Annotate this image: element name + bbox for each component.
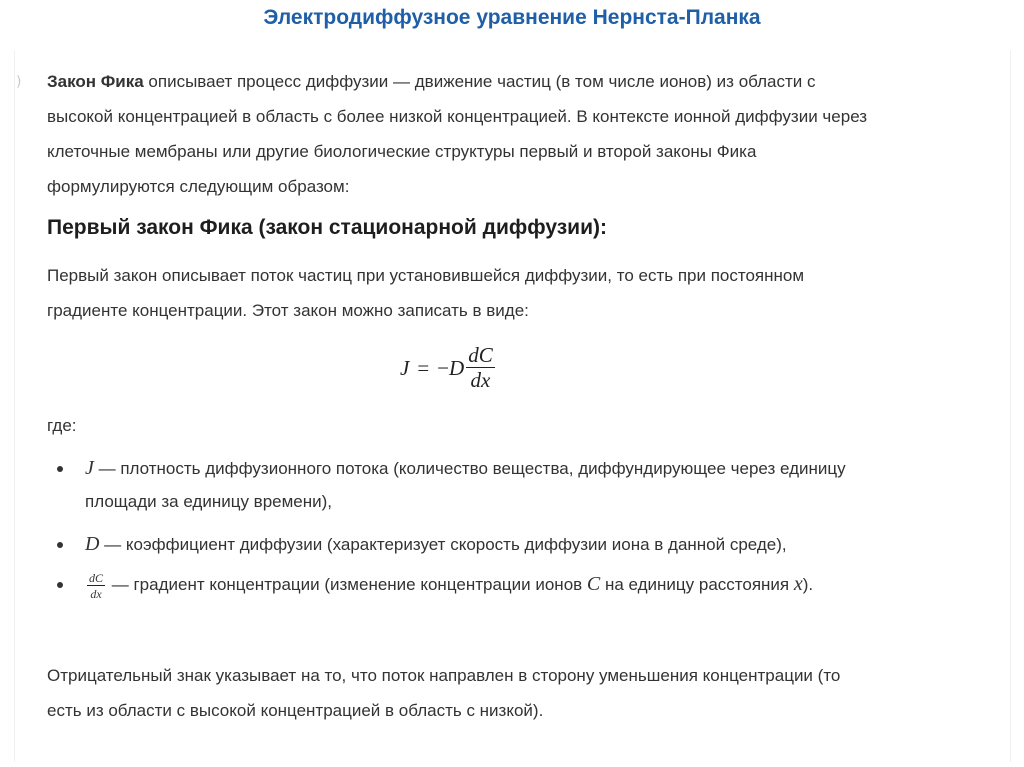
bullet-text: — градиент концентрации (изменение концентрации ионов (107, 575, 587, 594)
symbol-c: C (586, 573, 601, 595)
bullet-dot (57, 582, 63, 588)
gradient-denominator: dx (90, 586, 102, 601)
intro-paragraph (47, 64, 877, 204)
bullet-text-2: на единицу расстояния (600, 575, 794, 594)
formula-lhs: J (400, 355, 410, 380)
bullet-dot (57, 542, 63, 548)
formula-fraction (466, 345, 495, 391)
gradient-fraction (87, 572, 105, 600)
symbol-d: D (85, 533, 100, 555)
conclusion-paragraph: Отрицательный знак указывает на то, что поток направлен в сторону уменьшения концентрации (то есть из области с высокой концентрацией в область с низкой). (47, 666, 841, 720)
slide-title: Электродиффузное уравнение Нернста-Планка (263, 6, 761, 29)
intro-text: описывает процесс диффузии — движение частиц (в том числе ионов) из области с высокой концентрацией в область с более низкой концентрацией. В контексте ионной диффузии через клеточные мембраны или другие биологические структуры первый и второй законы Фика формулируются следующим образом: (47, 72, 868, 196)
bullet-text: — плотность диффузионного потока (количество вещества, диффундирующее через единицу площади за единицу времени), (85, 459, 846, 511)
formula-coef: D (449, 355, 465, 380)
formula-denominator: dx (470, 368, 491, 392)
symbol-j: J (85, 457, 94, 479)
side-mark: ) (16, 74, 22, 90)
formula-minus: − (437, 355, 450, 380)
formula-equals: = (417, 355, 430, 380)
bullet-text-3: ). (802, 575, 814, 594)
formula-numerator: dC (468, 343, 493, 367)
gradient-numerator: dC (89, 570, 104, 585)
bullet-text: — коэффициент диффузии (характеризует скорость диффузии иона в данной среде), (99, 535, 787, 554)
law-description: Первый закон описывает поток частиц при установившейся диффузии, то есть при постоянном градиенте концентрации. Этот закон можно записать в виде: (47, 266, 805, 320)
formula-fick-first-law (400, 340, 497, 396)
intro-bold-term: Закон Фика (47, 72, 144, 91)
section-heading: Первый закон Фика (закон стационарной диффузии): (47, 216, 607, 239)
symbol-x: x (793, 573, 803, 595)
bullet-dot (57, 466, 63, 472)
where-label: где: (47, 416, 77, 435)
